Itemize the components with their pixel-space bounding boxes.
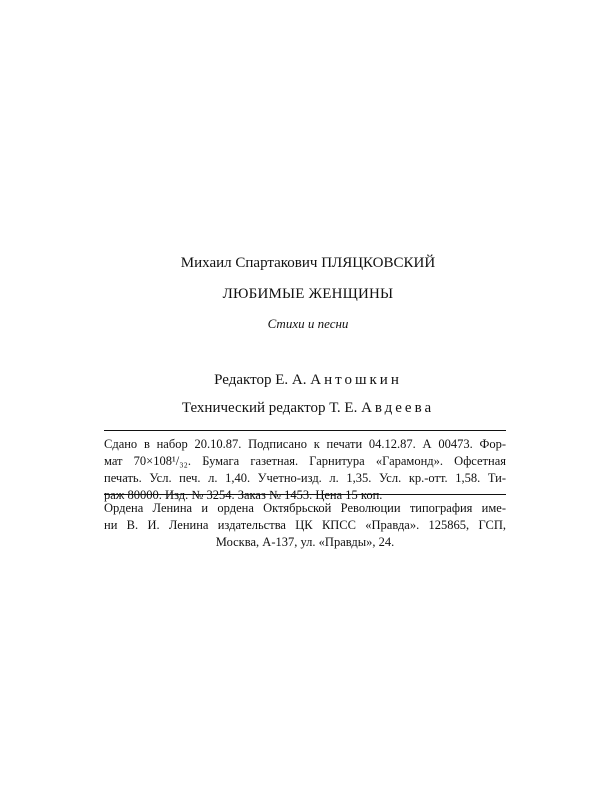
- tech-editor-line: [0, 400, 616, 417]
- printer-block: [104, 500, 506, 551]
- editor-label: Редактор Е. А.: [214, 372, 307, 388]
- printer-line: ни В. И. Ленина издательства ЦК КПСС «Правда». 125865, ГСП,: [104, 518, 506, 532]
- editor-line: [0, 372, 616, 389]
- imprint-line: Сдано в набор 20.10.87. Подписано к печати 04.12.87. А 00473. Фор-: [104, 437, 506, 451]
- imprint-line: мат 70×108¹/₃₂. Бумага газетная. Гарнитура «Гарамонд». Офсетная: [104, 454, 506, 468]
- author-first-names: Михаил Спартакович: [180, 255, 318, 271]
- divider-top: [104, 430, 506, 431]
- book-subtitle: Стихи и песни: [267, 316, 349, 331]
- printer-line: Москва, А-137, ул. «Правды», 24.: [215, 535, 395, 549]
- book-title: ЛЮБИМЫЕ ЖЕНЩИНЫ: [222, 286, 394, 302]
- imprint-line: печать. Усл. печ. л. 1,40. Учетно-изд. л. 1,35. Усл. кр.-отт. 1,58. Ти-: [104, 471, 506, 485]
- author-line: [0, 255, 616, 272]
- editor-name: Антошкин: [310, 372, 402, 388]
- tech-editor-label: Технический редактор Т. Е.: [181, 400, 358, 416]
- divider-middle: [104, 494, 506, 495]
- imprint-line: раж 80000. Изд. № 3254. Заказ № 1453. Цена 15 коп.: [104, 488, 383, 502]
- author-surname: ПЛЯЦКОВСКИЙ: [321, 255, 436, 271]
- printer-line: Ордена Ленина и ордена Октябрьской Революции типография име-: [104, 501, 506, 515]
- tech-editor-name: Авдеева: [361, 400, 435, 416]
